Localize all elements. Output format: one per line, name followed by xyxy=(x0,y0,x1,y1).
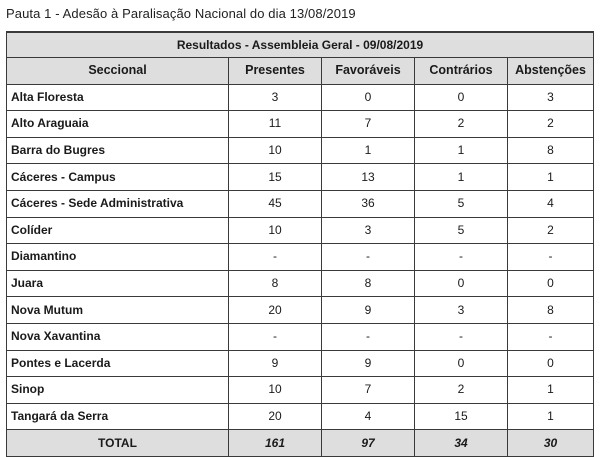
table-row xyxy=(7,403,594,430)
table-row xyxy=(7,297,594,324)
contrarios-cell: 0 xyxy=(415,84,508,111)
favoraveis-cell: 7 xyxy=(322,111,415,138)
favoraveis-cell: 9 xyxy=(322,350,415,377)
favoraveis-cell: 13 xyxy=(322,164,415,191)
favoraveis-cell: 7 xyxy=(322,377,415,404)
contrarios-cell: 2 xyxy=(415,377,508,404)
column-header-contrarios: Contrários xyxy=(415,58,508,85)
presentes-cell: 9 xyxy=(229,350,322,377)
favoraveis-cell: 9 xyxy=(322,297,415,324)
total-favoraveis: 97 xyxy=(322,430,415,457)
seccional-cell: Cáceres - Sede Administrativa xyxy=(7,190,229,217)
favoraveis-cell: 1 xyxy=(322,137,415,164)
seccional-cell: Colíder xyxy=(7,217,229,244)
abstencoes-cell: 2 xyxy=(508,217,594,244)
presentes-cell: 20 xyxy=(229,403,322,430)
table-caption: Resultados - Assembleia Geral - 09/08/2019 xyxy=(7,32,594,58)
abstencoes-cell: 1 xyxy=(508,403,594,430)
abstencoes-cell: - xyxy=(508,244,594,271)
contrarios-cell: 15 xyxy=(415,403,508,430)
presentes-cell: 10 xyxy=(229,217,322,244)
seccional-cell: Sinop xyxy=(7,377,229,404)
column-header-abstencoes: Abstenções xyxy=(508,58,594,85)
contrarios-cell: - xyxy=(415,244,508,271)
contrarios-cell: 0 xyxy=(415,350,508,377)
favoraveis-cell: - xyxy=(322,244,415,271)
column-header-seccional: Seccional xyxy=(7,58,229,85)
table-row xyxy=(7,244,594,271)
favoraveis-cell: 36 xyxy=(322,190,415,217)
contrarios-cell: 5 xyxy=(415,190,508,217)
abstencoes-cell: - xyxy=(508,323,594,350)
presentes-cell: 15 xyxy=(229,164,322,191)
column-header-favoraveis: Favoráveis xyxy=(322,58,415,85)
seccional-cell: Tangará da Serra xyxy=(7,403,229,430)
table-row xyxy=(7,164,594,191)
contrarios-cell: 3 xyxy=(415,297,508,324)
seccional-cell: Nova Xavantina xyxy=(7,323,229,350)
total-label: TOTAL xyxy=(7,430,229,457)
seccional-cell: Barra do Bugres xyxy=(7,137,229,164)
seccional-cell: Juara xyxy=(7,270,229,297)
table-row xyxy=(7,350,594,377)
presentes-cell: 8 xyxy=(229,270,322,297)
page-title: Pauta 1 - Adesão à Paralisação Nacional do dia 13/08/2019 xyxy=(6,6,356,21)
table-row xyxy=(7,84,594,111)
favoraveis-cell: 3 xyxy=(322,217,415,244)
table-row xyxy=(7,270,594,297)
abstencoes-cell: 1 xyxy=(508,377,594,404)
contrarios-cell: - xyxy=(415,323,508,350)
abstencoes-cell: 0 xyxy=(508,270,594,297)
favoraveis-cell: - xyxy=(322,323,415,350)
favoraveis-cell: 8 xyxy=(322,270,415,297)
caption-row xyxy=(7,32,594,58)
contrarios-cell: 0 xyxy=(415,270,508,297)
contrarios-cell: 1 xyxy=(415,137,508,164)
results-table xyxy=(6,31,594,457)
presentes-cell: 11 xyxy=(229,111,322,138)
favoraveis-cell: 0 xyxy=(322,84,415,111)
contrarios-cell: 5 xyxy=(415,217,508,244)
abstencoes-cell: 8 xyxy=(508,137,594,164)
presentes-cell: 20 xyxy=(229,297,322,324)
seccional-cell: Alto Araguaia xyxy=(7,111,229,138)
total-abstencoes: 30 xyxy=(508,430,594,457)
presentes-cell: 10 xyxy=(229,137,322,164)
abstencoes-cell: 3 xyxy=(508,84,594,111)
abstencoes-cell: 8 xyxy=(508,297,594,324)
seccional-cell: Diamantino xyxy=(7,244,229,271)
table-row xyxy=(7,190,594,217)
presentes-cell: - xyxy=(229,323,322,350)
contrarios-cell: 1 xyxy=(415,164,508,191)
total-contrarios: 34 xyxy=(415,430,508,457)
favoraveis-cell: 4 xyxy=(322,403,415,430)
table-row xyxy=(7,137,594,164)
presentes-cell: - xyxy=(229,244,322,271)
abstencoes-cell: 0 xyxy=(508,350,594,377)
table-row xyxy=(7,377,594,404)
seccional-cell: Nova Mutum xyxy=(7,297,229,324)
presentes-cell: 45 xyxy=(229,190,322,217)
header-row xyxy=(7,58,594,85)
table-row xyxy=(7,217,594,244)
seccional-cell: Pontes e Lacerda xyxy=(7,350,229,377)
total-presentes: 161 xyxy=(229,430,322,457)
table-row xyxy=(7,111,594,138)
total-row xyxy=(7,430,594,457)
table-row xyxy=(7,323,594,350)
abstencoes-cell: 1 xyxy=(508,164,594,191)
presentes-cell: 10 xyxy=(229,377,322,404)
presentes-cell: 3 xyxy=(229,84,322,111)
seccional-cell: Cáceres - Campus xyxy=(7,164,229,191)
abstencoes-cell: 4 xyxy=(508,190,594,217)
abstencoes-cell: 2 xyxy=(508,111,594,138)
column-header-presentes: Presentes xyxy=(229,58,322,85)
contrarios-cell: 2 xyxy=(415,111,508,138)
seccional-cell: Alta Floresta xyxy=(7,84,229,111)
